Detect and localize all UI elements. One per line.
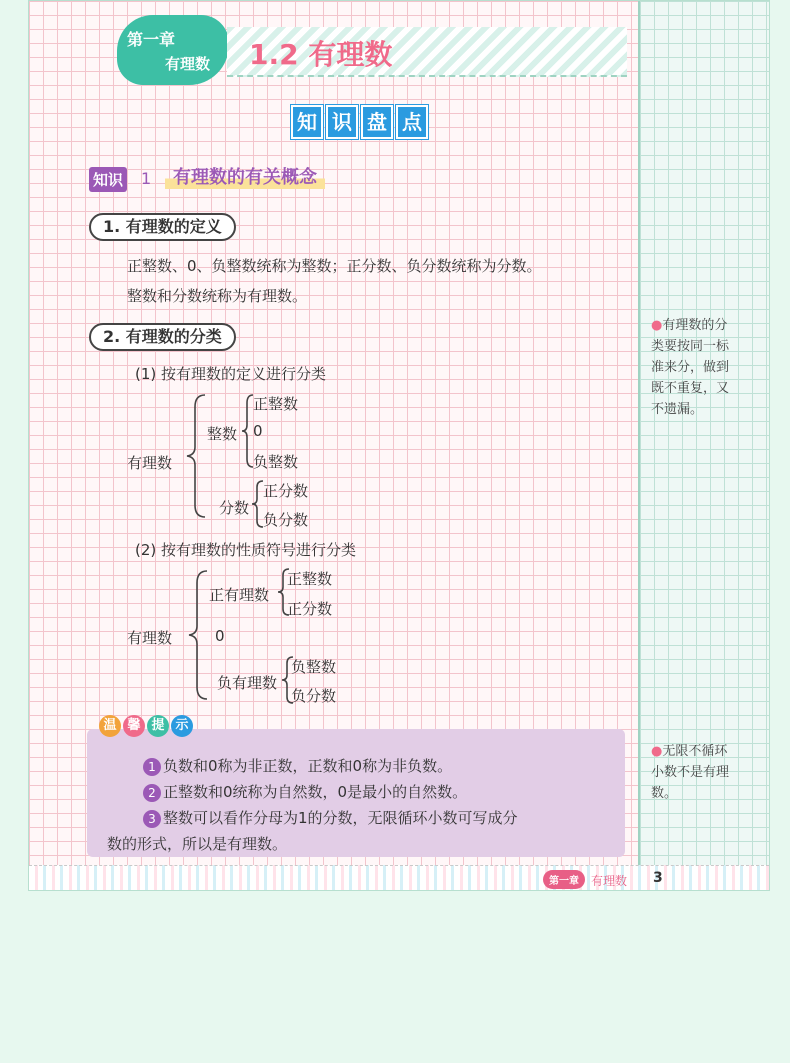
tip-text: 正整数和0统称为自然数，0是最小的自然数。 — [163, 783, 468, 801]
tips-title-char: 示 — [171, 715, 193, 737]
tip-text: 整数可以看作分母为1的分数，无限循环小数可写成分 — [163, 809, 518, 827]
tree1-item: 负分数 — [263, 511, 309, 529]
tree2-group2: 负有理数 — [217, 674, 278, 692]
tip-item — [143, 755, 452, 776]
bullet-dot-icon: ● — [651, 744, 663, 759]
section-title-band — [227, 27, 627, 77]
tips-title-char: 提 — [147, 715, 169, 737]
tip-number: 3 — [143, 810, 161, 828]
knowledge-tag: 知识 — [89, 167, 127, 192]
footer-topic: 有理数 — [591, 874, 628, 888]
footer-chapter-badge: 第一章 — [543, 870, 585, 889]
side-note-line: 类要按同一标 — [651, 339, 730, 354]
tips-title-char: 温 — [99, 715, 121, 737]
chapter-badge — [117, 15, 229, 85]
heading-char: 点 — [396, 105, 428, 139]
definition-line-1: 正整数、0、负整数统称为整数；正分数、负分数统称为分数。 — [127, 257, 542, 275]
tip-continuation: 数的形式，所以是有理数。 — [107, 835, 288, 853]
tree1-item: 正分数 — [263, 482, 309, 500]
subsection-pill-definition: 1. 有理数的定义 — [89, 213, 236, 241]
tree1-item: 负整数 — [253, 453, 299, 471]
tree2-item: 负分数 — [291, 687, 337, 705]
side-note-line: 既不重复，又 — [651, 381, 730, 396]
definition-line-2: 整数和分数统称为有理数。 — [127, 287, 308, 305]
method2-heading: (2) 按有理数的性质符号进行分类 — [135, 541, 357, 559]
tips-title-char: 馨 — [123, 715, 145, 737]
tree2-zero: 0 — [215, 627, 225, 645]
section-title: 1.2 有理数 — [249, 38, 393, 71]
tree1-root-brace — [185, 393, 209, 519]
method1-heading: (1) 按有理数的定义进行分类 — [135, 365, 327, 383]
chapter-label: 第一章 — [127, 30, 176, 49]
tree1-item: 0 — [253, 422, 263, 440]
tip-text: 负数和0称为非正数，正数和0称为非负数。 — [163, 757, 453, 775]
heading-char: 识 — [326, 105, 358, 139]
textbook-page — [28, 0, 770, 891]
tree1-root: 有理数 — [127, 454, 173, 472]
side-note-classification — [651, 315, 743, 420]
tree2-group1: 正有理数 — [209, 586, 270, 604]
side-note-line: ●有理数的分 — [651, 318, 728, 333]
tip-item — [143, 781, 467, 802]
knowledge-review-heading — [291, 105, 428, 139]
knowledge-title: 有理数的有关概念 — [165, 163, 325, 189]
tree1-item: 正整数 — [253, 395, 299, 413]
tree2-item: 正整数 — [287, 570, 333, 588]
side-note-line: ●无限不循环 — [651, 744, 728, 759]
side-note-line: 不遗漏。 — [651, 402, 704, 417]
bullet-dot-icon: ● — [651, 318, 663, 333]
heading-char: 盘 — [361, 105, 393, 139]
tip-number: 2 — [143, 784, 161, 802]
heading-char: 知 — [291, 105, 323, 139]
side-note-line: 数。 — [651, 786, 678, 801]
knowledge-number: 1 — [141, 169, 152, 188]
tree1-group2: 分数 — [219, 499, 250, 517]
side-note-line: 准来分，做到 — [651, 360, 730, 375]
tips-title — [99, 715, 193, 737]
page-number: 3 — [653, 870, 663, 886]
subsection-pill-classification: 2. 有理数的分类 — [89, 323, 236, 351]
tree2-item: 正分数 — [287, 600, 333, 618]
tip-number: 1 — [143, 758, 161, 776]
tree2-root-brace — [187, 569, 211, 701]
tip-item — [143, 807, 518, 828]
side-note-line: 小数不是有理 — [651, 765, 730, 780]
chapter-topic: 有理数 — [165, 55, 211, 73]
tree1-group1: 整数 — [207, 425, 238, 443]
tree2-root: 有理数 — [127, 629, 173, 647]
tree2-item: 负整数 — [291, 658, 337, 676]
side-note-irrational — [651, 741, 743, 804]
